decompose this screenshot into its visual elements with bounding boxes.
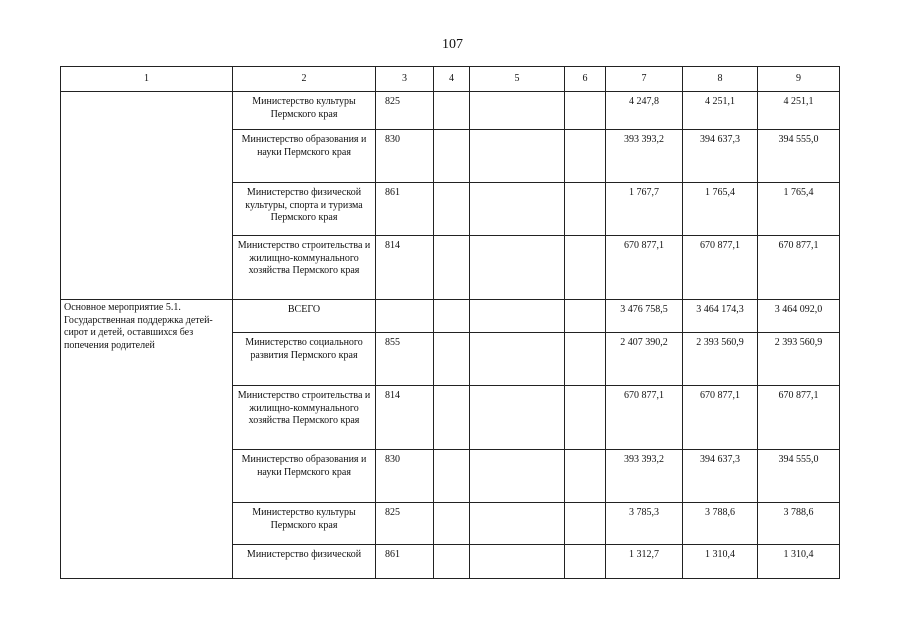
value-col9: 1 765,4 [758, 183, 840, 236]
value-col7: 3 785,3 [606, 503, 683, 545]
value-col8: 1 310,4 [683, 545, 758, 579]
value-col9: 4 251,1 [758, 92, 840, 130]
org-name: Министерство культуры Пермского края [233, 92, 376, 130]
header-cell: 2 [233, 67, 376, 92]
org-name: Министерство социального развития Пермского края [233, 333, 376, 386]
value-col9: 3 464 092,0 [758, 300, 840, 333]
org-name: Министерство образования и науки Пермского края [233, 130, 376, 183]
header-cell: 6 [565, 67, 606, 92]
org-name: Министерство физической [233, 545, 376, 579]
value-col8: 3 788,6 [683, 503, 758, 545]
value-col8: 3 464 174,3 [683, 300, 758, 333]
value-col8: 2 393 560,9 [683, 333, 758, 386]
header-cell: 3 [376, 67, 434, 92]
org-name: ВСЕГО [233, 300, 376, 333]
group-title: Основное мероприятие 5.1. Государственная поддержка детей-сирот и детей, оставшихся без попечения родителей [61, 300, 233, 579]
value-col7: 2 407 390,2 [606, 333, 683, 386]
value-col7: 3 476 758,5 [606, 300, 683, 333]
value-col9: 1 310,4 [758, 545, 840, 579]
budget-table [60, 66, 840, 579]
value-col8: 394 637,3 [683, 450, 758, 503]
org-name: Министерство строительства и жилищно-коммунального хозяйства Пермского края [233, 386, 376, 450]
org-code: 861 [376, 183, 434, 236]
org-code: 861 [376, 545, 434, 579]
value-col7: 1 312,7 [606, 545, 683, 579]
value-col9: 670 877,1 [758, 236, 840, 300]
value-col9: 670 877,1 [758, 386, 840, 450]
org-code: 830 [376, 130, 434, 183]
header-cell: 9 [758, 67, 840, 92]
org-name: Министерство физической культуры, спорта и туризма Пермского края [233, 183, 376, 236]
value-col7: 393 393,2 [606, 130, 683, 183]
org-code: 825 [376, 503, 434, 545]
header-cell: 7 [606, 67, 683, 92]
value-col8: 670 877,1 [683, 236, 758, 300]
org-code: 825 [376, 92, 434, 130]
value-col9: 394 555,0 [758, 450, 840, 503]
value-col8: 670 877,1 [683, 386, 758, 450]
value-col7: 393 393,2 [606, 450, 683, 503]
org-name: Министерство строительства и жилищно-коммунального хозяйства Пермского края [233, 236, 376, 300]
org-name: Министерство образования и науки Пермского края [233, 450, 376, 503]
group-title-empty [61, 92, 233, 300]
header-cell: 5 [470, 67, 565, 92]
table-row [61, 92, 840, 130]
org-code: 855 [376, 333, 434, 386]
table-row [61, 300, 840, 333]
org-code: 814 [376, 236, 434, 300]
value-col8: 1 765,4 [683, 183, 758, 236]
org-code: 830 [376, 450, 434, 503]
value-col9: 2 393 560,9 [758, 333, 840, 386]
value-col9: 394 555,0 [758, 130, 840, 183]
value-col8: 394 637,3 [683, 130, 758, 183]
value-col9: 3 788,6 [758, 503, 840, 545]
org-code [376, 300, 434, 333]
page-number: 107 [442, 37, 463, 52]
header-row [61, 67, 840, 92]
value-col7: 670 877,1 [606, 236, 683, 300]
value-col8: 4 251,1 [683, 92, 758, 130]
header-cell: 8 [683, 67, 758, 92]
org-name: Министерство культуры Пермского края [233, 503, 376, 545]
value-col7: 670 877,1 [606, 386, 683, 450]
value-col7: 4 247,8 [606, 92, 683, 130]
header-cell: 1 [61, 67, 233, 92]
header-cell: 4 [434, 67, 470, 92]
value-col7: 1 767,7 [606, 183, 683, 236]
org-code: 814 [376, 386, 434, 450]
